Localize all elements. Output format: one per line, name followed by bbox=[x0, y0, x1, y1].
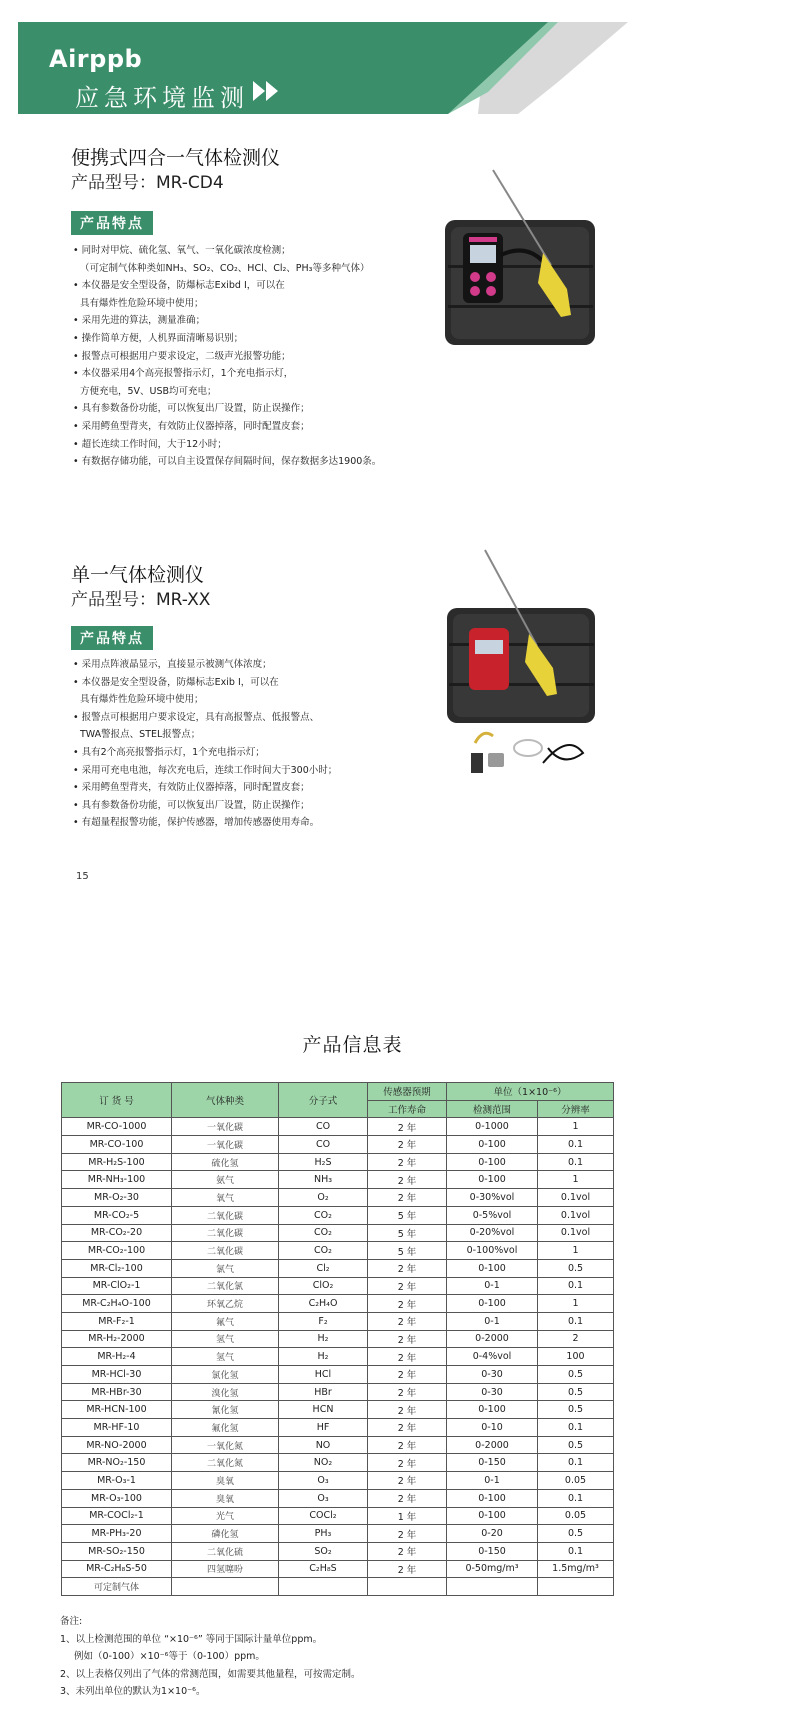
table-cell: 一氧化氮 bbox=[172, 1436, 279, 1454]
table-cell: 0.1 bbox=[538, 1454, 614, 1472]
feature-item: • 具有参数备份功能，可以恢复出厂设置，防止误操作； bbox=[73, 799, 310, 811]
feature-item: 具有爆炸性危险环境中使用； bbox=[80, 694, 204, 706]
feature-item: • 采用先进的算法，测量准确； bbox=[73, 315, 206, 327]
table-cell: 0-4%vol bbox=[447, 1348, 538, 1366]
header-order-no: 订 货 号 bbox=[62, 1083, 172, 1118]
table-cell: 100 bbox=[538, 1348, 614, 1366]
table-cell: O₃ bbox=[279, 1489, 368, 1507]
table-cell: 2 年 bbox=[368, 1312, 447, 1330]
table-cell: 2 bbox=[538, 1330, 614, 1348]
table-cell: 可定制气体 bbox=[62, 1578, 172, 1596]
table-cell: CO₂ bbox=[279, 1242, 368, 1260]
table-cell: CO₂ bbox=[279, 1206, 368, 1224]
table-cell: MR-CO-100 bbox=[62, 1136, 172, 1154]
table-cell: 0-1 bbox=[447, 1472, 538, 1490]
table-row bbox=[62, 1489, 614, 1507]
table-cell: MR-C₂H₈S-50 bbox=[62, 1560, 172, 1578]
feature-item: • 具有参数备份功能，可以恢复出厂设置，防止误操作； bbox=[73, 403, 310, 415]
table-cell: MR-H₂-2000 bbox=[62, 1330, 172, 1348]
table-cell: MR-HBr-30 bbox=[62, 1383, 172, 1401]
table-cell: 1 年 bbox=[368, 1507, 447, 1525]
table-cell bbox=[447, 1578, 538, 1596]
table-cell: MR-HCN-100 bbox=[62, 1401, 172, 1419]
table-row bbox=[62, 1454, 614, 1472]
table-row bbox=[62, 1542, 614, 1560]
table-row bbox=[62, 1525, 614, 1543]
note-line: 1、以上检测范围的单位 “×10⁻⁶” 等同于国际计量单位ppm。 bbox=[60, 1633, 323, 1645]
table-cell: 1 bbox=[538, 1171, 614, 1189]
header-formula: 分子式 bbox=[279, 1083, 368, 1118]
feature-item: • 本仪器是安全型设备，防爆标志Exibd I，可以在 bbox=[73, 280, 285, 292]
table-cell: 氟化氢 bbox=[172, 1419, 279, 1437]
table-cell: 0-2000 bbox=[447, 1330, 538, 1348]
table-cell: NH₃ bbox=[279, 1171, 368, 1189]
table-cell: 0.5 bbox=[538, 1383, 614, 1401]
header-banner bbox=[18, 22, 628, 114]
table-cell: 0-100 bbox=[447, 1171, 538, 1189]
table-cell: 0-100 bbox=[447, 1507, 538, 1525]
table-cell: 0-10 bbox=[447, 1419, 538, 1437]
product1-feature-tag: 产品特点 bbox=[71, 211, 153, 235]
table-cell: 0.5 bbox=[538, 1525, 614, 1543]
table-cell: MR-Cl₂-100 bbox=[62, 1259, 172, 1277]
table-row bbox=[62, 1472, 614, 1490]
feature-item: • 采用鳄鱼型背夹，有效防止仪器掉落，同时配置皮套； bbox=[73, 420, 310, 432]
table-row bbox=[62, 1330, 614, 1348]
table-cell: 0.1 bbox=[538, 1277, 614, 1295]
table-cell: 二氧化碳 bbox=[172, 1224, 279, 1242]
table-cell: 氢气 bbox=[172, 1348, 279, 1366]
feature-item: 具有爆炸性危险环境中使用； bbox=[80, 297, 204, 309]
table-cell: 2 年 bbox=[368, 1436, 447, 1454]
table-cell: 0.1 bbox=[538, 1419, 614, 1437]
table-cell: 0.1 bbox=[538, 1489, 614, 1507]
table-cell: 2 年 bbox=[368, 1259, 447, 1277]
table-row bbox=[62, 1578, 614, 1596]
table-cell: 1 bbox=[538, 1118, 614, 1136]
table-row bbox=[62, 1312, 614, 1330]
feature-item: 方便充电，5V、USB均可充电； bbox=[80, 385, 217, 397]
table-cell: 2 年 bbox=[368, 1383, 447, 1401]
feature-item: • 有超量程报警功能，保护传感器，增加传感器使用寿命。 bbox=[73, 817, 320, 829]
table-row bbox=[62, 1419, 614, 1437]
table-cell: 四氢噻吩 bbox=[172, 1560, 279, 1578]
table-cell: NO₂ bbox=[279, 1454, 368, 1472]
table-cell: 臭氧 bbox=[172, 1489, 279, 1507]
table-cell: MR-O₃-1 bbox=[62, 1472, 172, 1490]
table-cell: HBr bbox=[279, 1383, 368, 1401]
product2-feature-list bbox=[73, 656, 337, 832]
table-cell: 2 年 bbox=[368, 1525, 447, 1543]
table-cell: 2 年 bbox=[368, 1348, 447, 1366]
table-cell: 2 年 bbox=[368, 1542, 447, 1560]
banner-subtitle: 应急环境监测 bbox=[75, 84, 249, 112]
table-cell: 0.05 bbox=[538, 1472, 614, 1490]
table-cell: 氟气 bbox=[172, 1312, 279, 1330]
table-cell: 0-100 bbox=[447, 1401, 538, 1419]
table-cell: 0-20%vol bbox=[447, 1224, 538, 1242]
table-cell: 2 年 bbox=[368, 1560, 447, 1578]
feature-item: TWA警报点、STEL报警点； bbox=[80, 729, 201, 741]
table-cell: CO bbox=[279, 1136, 368, 1154]
table-cell: MR-H₂S-100 bbox=[62, 1153, 172, 1171]
table-cell: 0-150 bbox=[447, 1454, 538, 1472]
table-row bbox=[62, 1348, 614, 1366]
table-row bbox=[62, 1118, 614, 1136]
table-cell: MR-F₂-1 bbox=[62, 1312, 172, 1330]
table-row bbox=[62, 1436, 614, 1454]
table-cell: 5 年 bbox=[368, 1224, 447, 1242]
table-cell: MR-PH₃-20 bbox=[62, 1525, 172, 1543]
table-cell bbox=[172, 1578, 279, 1596]
table-cell: 2 年 bbox=[368, 1277, 447, 1295]
table-cell: HF bbox=[279, 1419, 368, 1437]
table-cell: 0.1vol bbox=[538, 1206, 614, 1224]
table-cell: 2 年 bbox=[368, 1366, 447, 1384]
table-cell: 2 年 bbox=[368, 1419, 447, 1437]
table-row bbox=[62, 1136, 614, 1154]
table-cell: O₃ bbox=[279, 1472, 368, 1490]
table-cell: MR-CO₂-100 bbox=[62, 1242, 172, 1260]
four-in-one-detector-image bbox=[443, 165, 623, 350]
table-cell: 2 年 bbox=[368, 1401, 447, 1419]
header-sensor-life-1: 传感器预期 bbox=[368, 1083, 447, 1101]
table-cell: 2 年 bbox=[368, 1136, 447, 1154]
table-cell: 5 年 bbox=[368, 1206, 447, 1224]
double-arrow-icon bbox=[253, 81, 279, 101]
table-cell: 2 年 bbox=[368, 1171, 447, 1189]
table-cell: MR-CO₂-5 bbox=[62, 1206, 172, 1224]
product1-model: 产品型号：MR-CD4 bbox=[71, 173, 224, 193]
header-sensor-life-2: 工作寿命 bbox=[368, 1100, 447, 1118]
table-title: 产品信息表 bbox=[302, 1034, 403, 1056]
table-cell: 0.05 bbox=[538, 1507, 614, 1525]
table-cell: 0-100 bbox=[447, 1489, 538, 1507]
table-cell: 二氧化氮 bbox=[172, 1454, 279, 1472]
table-cell: COCl₂ bbox=[279, 1507, 368, 1525]
table-cell: O₂ bbox=[279, 1189, 368, 1207]
table-cell: 2 年 bbox=[368, 1472, 447, 1490]
table-row bbox=[62, 1171, 614, 1189]
table-cell: MR-O₂-30 bbox=[62, 1189, 172, 1207]
table-row bbox=[62, 1189, 614, 1207]
table-cell bbox=[368, 1578, 447, 1596]
feature-item: • 超长连续工作时间，大于12小时； bbox=[73, 438, 227, 450]
table-cell: 2 年 bbox=[368, 1330, 447, 1348]
table-cell: 二氧化氯 bbox=[172, 1277, 279, 1295]
feature-item: （可定制气体种类如NH₃、SO₂、CO₂、HCl、Cl₂、PH₃等多种气体） bbox=[80, 262, 370, 274]
table-row bbox=[62, 1206, 614, 1224]
table-cell: MR-NO₂-150 bbox=[62, 1454, 172, 1472]
table-row bbox=[62, 1224, 614, 1242]
table-cell: 0-1 bbox=[447, 1312, 538, 1330]
catalog-page-16 bbox=[40, 960, 665, 1716]
table-row bbox=[62, 1153, 614, 1171]
table-cell: 氨气 bbox=[172, 1171, 279, 1189]
table-cell: 硫化氢 bbox=[172, 1153, 279, 1171]
table-cell: 2 年 bbox=[368, 1295, 447, 1313]
table-cell: 2 年 bbox=[368, 1489, 447, 1507]
product2-model: 产品型号：MR-XX bbox=[71, 590, 211, 610]
table-row bbox=[62, 1242, 614, 1260]
feature-item: • 同时对甲烷、硫化氢、氧气、一氧化碳浓度检测； bbox=[73, 245, 291, 256]
table-row bbox=[62, 1277, 614, 1295]
table-row bbox=[62, 1383, 614, 1401]
table-cell: 0-1 bbox=[447, 1277, 538, 1295]
table-cell: 0-150 bbox=[447, 1542, 538, 1560]
table-row bbox=[62, 1401, 614, 1419]
feature-item: • 操作简单方便，人机界面清晰易识别； bbox=[73, 332, 244, 344]
table-cell: MR-ClO₂-1 bbox=[62, 1277, 172, 1295]
table-cell: 二氧化碳 bbox=[172, 1206, 279, 1224]
table-cell: MR-C₂H₄O-100 bbox=[62, 1295, 172, 1313]
table-cell: 环氧乙烷 bbox=[172, 1295, 279, 1313]
feature-item: • 报警点可根据用户要求设定，具有高报警点、低报警点、 bbox=[73, 711, 320, 723]
table-cell: 5 年 bbox=[368, 1242, 447, 1260]
table-cell: SO₂ bbox=[279, 1542, 368, 1560]
table-cell: HCN bbox=[279, 1401, 368, 1419]
table-cell: 2 年 bbox=[368, 1118, 447, 1136]
catalog-page-15 bbox=[18, 0, 673, 920]
table-cell: 2 年 bbox=[368, 1153, 447, 1171]
table-cell: 0-2000 bbox=[447, 1436, 538, 1454]
table-cell: CO₂ bbox=[279, 1224, 368, 1242]
table-cell: 氯气 bbox=[172, 1259, 279, 1277]
table-cell: MR-CO₂-20 bbox=[62, 1224, 172, 1242]
table-cell: MR-COCl₂-1 bbox=[62, 1507, 172, 1525]
table-cell: 0-100%vol bbox=[447, 1242, 538, 1260]
table-cell: Cl₂ bbox=[279, 1259, 368, 1277]
note-line: 3、未列出单位的默认为1×10⁻⁶。 bbox=[60, 1686, 206, 1697]
table-cell: PH₃ bbox=[279, 1525, 368, 1543]
table-cell: CO bbox=[279, 1118, 368, 1136]
table-cell: 0-30 bbox=[447, 1366, 538, 1384]
table-cell bbox=[279, 1578, 368, 1596]
table-cell: 1 bbox=[538, 1242, 614, 1260]
table-row bbox=[62, 1295, 614, 1313]
feature-item: • 具有2个高亮报警指示灯，1个充电指示灯； bbox=[73, 746, 265, 758]
table-cell: 臭氧 bbox=[172, 1472, 279, 1490]
header-range: 检测范围 bbox=[447, 1100, 538, 1118]
feature-item: • 采用鳄鱼型背夹，有效防止仪器掉落，同时配置皮套； bbox=[73, 782, 310, 794]
table-cell: C₂H₄O bbox=[279, 1295, 368, 1313]
table-cell: 光气 bbox=[172, 1507, 279, 1525]
table-cell: 0-20 bbox=[447, 1525, 538, 1543]
table-cell: 0.1 bbox=[538, 1136, 614, 1154]
table-cell: 0.1 bbox=[538, 1312, 614, 1330]
product1-title: 便携式四合一气体检测仪 bbox=[71, 147, 281, 169]
table-cell: 氢气 bbox=[172, 1330, 279, 1348]
table-cell: 0-100 bbox=[447, 1259, 538, 1277]
table-cell: 0-100 bbox=[447, 1295, 538, 1313]
table-row bbox=[62, 1366, 614, 1384]
table-cell: MR-NH₃-100 bbox=[62, 1171, 172, 1189]
table-cell: 0-100 bbox=[447, 1153, 538, 1171]
table-cell: 2 年 bbox=[368, 1189, 447, 1207]
table-cell: 0-50mg/m³ bbox=[447, 1560, 538, 1578]
table-cell: 1 bbox=[538, 1295, 614, 1313]
table-cell: 2 年 bbox=[368, 1454, 447, 1472]
feature-item: • 采用点阵液晶显示，直接显示被测气体浓度； bbox=[73, 659, 272, 670]
single-gas-detector-image bbox=[443, 548, 623, 783]
product2-feature-tag: 产品特点 bbox=[71, 626, 153, 650]
table-cell bbox=[538, 1578, 614, 1596]
table-cell: 0-1000 bbox=[447, 1118, 538, 1136]
table-cell: 氰化氢 bbox=[172, 1401, 279, 1419]
table-cell: MR-CO-1000 bbox=[62, 1118, 172, 1136]
table-cell: 氯化氢 bbox=[172, 1366, 279, 1384]
feature-item: • 采用可充电电池，每次充电后，连续工作时间大于300小时； bbox=[73, 764, 338, 776]
table-row bbox=[62, 1507, 614, 1525]
table-cell: 二氧化碳 bbox=[172, 1242, 279, 1260]
header-resolution: 分辨率 bbox=[538, 1100, 614, 1118]
table-cell: C₂H₈S bbox=[279, 1560, 368, 1578]
page-number: 15 bbox=[76, 871, 89, 882]
table-cell: 0-5%vol bbox=[447, 1206, 538, 1224]
table-cell: H₂S bbox=[279, 1153, 368, 1171]
header-unit: 单位（1×10⁻⁶） bbox=[447, 1083, 614, 1101]
table-cell: MR-HCl-30 bbox=[62, 1366, 172, 1384]
product1-feature-list bbox=[73, 242, 381, 471]
brand-name: Airppb bbox=[49, 45, 143, 73]
feature-item: • 报警点可根据用户要求设定，二级声光报警功能； bbox=[73, 350, 291, 362]
feature-item: • 本仪器是安全型设备，防爆标志Exib I，可以在 bbox=[73, 676, 279, 688]
table-cell: 0-30%vol bbox=[447, 1189, 538, 1207]
table-cell: 氧气 bbox=[172, 1189, 279, 1207]
notes-section bbox=[60, 1613, 361, 1701]
product-info-table bbox=[61, 1082, 614, 1596]
table-cell: MR-NO-2000 bbox=[62, 1436, 172, 1454]
table-cell: NO bbox=[279, 1436, 368, 1454]
header-gas-type: 气体种类 bbox=[172, 1083, 279, 1118]
table-cell: 0-30 bbox=[447, 1383, 538, 1401]
note-line: 例如（0-100）×10⁻⁶等于（0-100）ppm。 bbox=[74, 1651, 265, 1662]
table-cell: 二氧化硫 bbox=[172, 1542, 279, 1560]
table-cell: MR-H₂-4 bbox=[62, 1348, 172, 1366]
feature-item: • 本仪器采用4个高亮报警指示灯，1个充电指示灯， bbox=[73, 368, 294, 380]
table-cell: 0.5 bbox=[538, 1436, 614, 1454]
note-line: 2、以上表格仅列出了气体的常测范围，如需要其他量程，可按需定制。 bbox=[60, 1668, 361, 1680]
table-cell: MR-O₃-100 bbox=[62, 1489, 172, 1507]
table-cell: H₂ bbox=[279, 1348, 368, 1366]
table-cell: 溴化氢 bbox=[172, 1383, 279, 1401]
table-cell: 0.1 bbox=[538, 1153, 614, 1171]
table-cell: MR-SO₂-150 bbox=[62, 1542, 172, 1560]
feature-item: • 有数据存储功能，可以自主设置保存间隔时间，保存数据多达1900条。 bbox=[73, 456, 382, 468]
table-cell: MR-HF-10 bbox=[62, 1419, 172, 1437]
table-cell: 0.5 bbox=[538, 1259, 614, 1277]
table-row bbox=[62, 1259, 614, 1277]
table-cell: 一氧化碳 bbox=[172, 1118, 279, 1136]
table-cell: 0.1vol bbox=[538, 1224, 614, 1242]
note-line: 备注: bbox=[60, 1616, 83, 1627]
table-cell: 1.5mg/m³ bbox=[538, 1560, 614, 1578]
table-cell: 一氧化碳 bbox=[172, 1136, 279, 1154]
table-row bbox=[62, 1560, 614, 1578]
table-cell: F₂ bbox=[279, 1312, 368, 1330]
table-cell: 0.5 bbox=[538, 1366, 614, 1384]
product2-title: 单一气体检测仪 bbox=[71, 564, 205, 586]
table-cell: H₂ bbox=[279, 1330, 368, 1348]
table-cell: 0-100 bbox=[447, 1136, 538, 1154]
table-cell: 0.1 bbox=[538, 1542, 614, 1560]
table-cell: 磷化氢 bbox=[172, 1525, 279, 1543]
table-cell: 0.5 bbox=[538, 1401, 614, 1419]
table-cell: ClO₂ bbox=[279, 1277, 368, 1295]
table-cell: 0.1vol bbox=[538, 1189, 614, 1207]
table-cell: HCl bbox=[279, 1366, 368, 1384]
